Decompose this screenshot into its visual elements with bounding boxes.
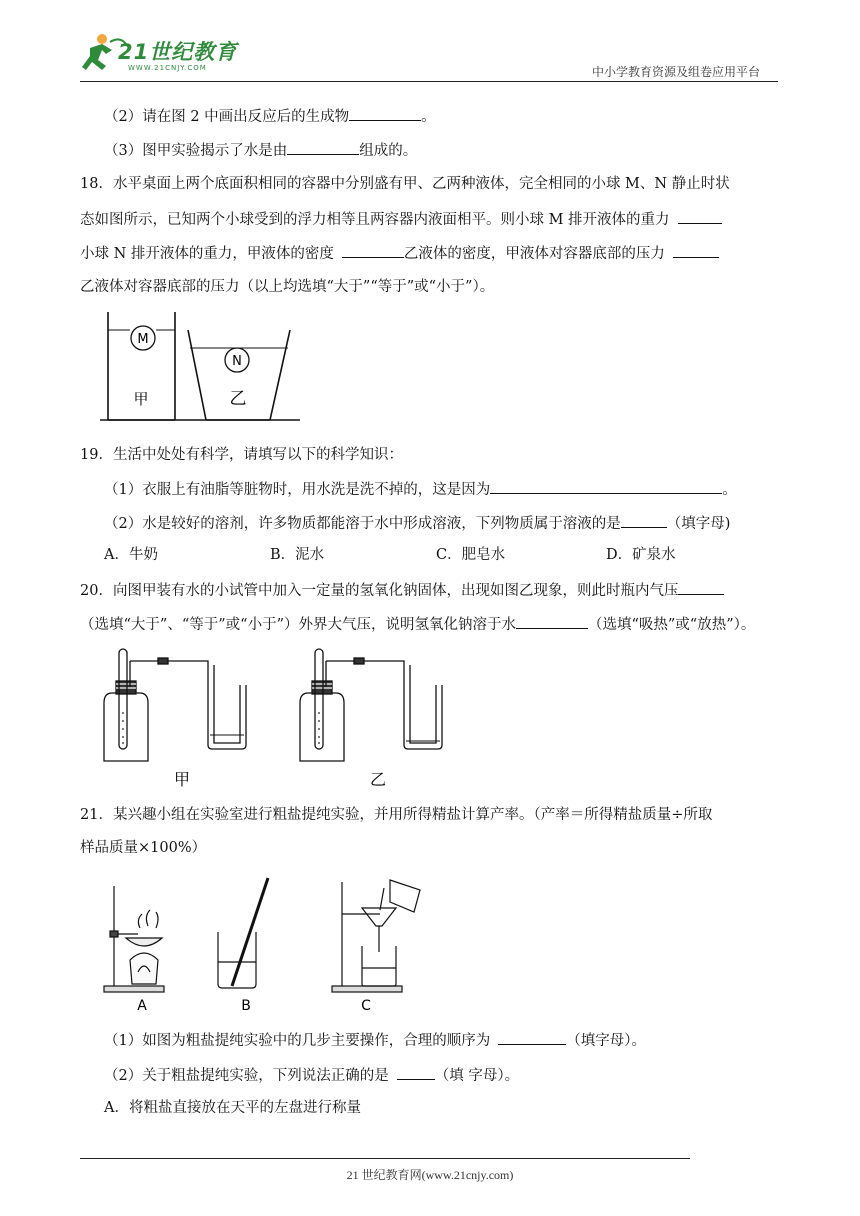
q19-part2: [104, 513, 730, 534]
ball-n-label: N: [232, 354, 242, 369]
q20-line1: [80, 580, 724, 601]
q19-part2-end: （填字母): [666, 516, 731, 532]
q19-option-d: D．矿泉水: [606, 547, 676, 563]
header-rule: [80, 81, 778, 82]
q17-part3: [104, 140, 417, 161]
fig-label-a: A: [137, 998, 147, 1014]
q21-line1: 21．某兴趣小组在实验室进行粗盐提纯实验，并用所得精盐计算产率。（产率＝所得精盐质量÷所取: [80, 807, 713, 823]
q21-option-a: A．将粗盐直接放在天平的左盘进行称量: [104, 1100, 361, 1116]
logo-sub-text: WWW.21CNJY.COM: [128, 64, 207, 72]
q18-line2: [80, 209, 722, 230]
q17-part3-text: （3）图甲实验揭示了水是由: [104, 143, 288, 159]
bottle-yi-label: 乙: [369, 770, 387, 789]
q17-part3-blank: [287, 140, 359, 155]
q19-part2-text: （2）水是较好的溶剂，许多物质都能溶于水中形成溶液，下列物质属于溶液的是: [104, 516, 621, 532]
q20-figure: [96, 643, 466, 791]
q18-blank1: [678, 209, 722, 224]
q18-line2-text: 态如图所示，已知两个小球受到的浮力相等且两容器内液面相平。则小球 M 排开液体的重力: [80, 212, 670, 228]
q21-part1: [104, 1030, 646, 1051]
q21-figure: [100, 868, 430, 1016]
q19-part2-blank: [621, 513, 667, 528]
footer-rule: [80, 1158, 690, 1159]
q19-option-c: C．肥皂水: [436, 547, 506, 563]
container-jia-label: 甲: [133, 390, 149, 408]
fig-label-b: B: [241, 998, 251, 1014]
q17-part2-text: （2）请在图 2 中画出反应后的生成物: [104, 109, 350, 125]
footer-text: 21 世纪教育网(www.21cnjy.com): [346, 1168, 514, 1182]
q19-option-b: B．泥水: [270, 547, 325, 563]
q21-part2-blank: [397, 1065, 435, 1080]
q20-blank1: [678, 580, 724, 595]
q17-part3-end: 组成的。: [359, 143, 418, 159]
container-yi-label: 乙: [229, 389, 247, 409]
q21-part2-text: （2）关于粗盐提纯实验，下列说法正确的是: [104, 1068, 389, 1084]
q21-part2: [104, 1065, 519, 1086]
q18-blank2: [342, 243, 404, 258]
q18-line1: 18．水平桌面上两个底面积相同的容器中分别盛有甲、乙两种液体，完全相同的小球 M、N 静止时状: [80, 176, 730, 192]
q21-line2: 样品质量×100%）: [80, 840, 207, 856]
bottle-jia-label: 甲: [173, 770, 191, 789]
q20-line2-text-a: （选填“大于”、“等于”或“小于”）外界大气压，说明氢氧化钠溶于水: [80, 617, 516, 633]
q17-part2-blank: [349, 106, 421, 121]
q21-part1-blank: [498, 1030, 566, 1045]
q20-line2: [80, 614, 755, 635]
q21-part2-end: （填 字母）。: [434, 1068, 520, 1084]
q19-part1-blank: [490, 479, 722, 494]
q18-figure: [100, 310, 300, 426]
q18-line3-text-a: 小球 N 排开液体的重力，甲液体的密度: [80, 246, 334, 262]
q19-part1: [104, 479, 737, 500]
q18-line3-text-b: 乙液体的密度，甲液体对容器底部的压力: [403, 246, 665, 262]
q18-line3: [80, 243, 719, 264]
q19-option-a: A．牛奶: [104, 547, 158, 563]
ball-m-label: M: [137, 332, 149, 347]
q18-line4: 乙液体对容器底部的压力（以上均选填“大于”“等于”或“小于”）。: [80, 279, 495, 295]
platform-title: 中小学教育资源及组卷应用平台: [592, 65, 761, 79]
q20-blank2: [516, 614, 588, 629]
q18-blank3: [673, 243, 719, 258]
q19-line1: 19．生活中处处有科学，请填写以下的科学知识：: [80, 447, 403, 463]
logo-main-text: 21世纪教育: [118, 40, 238, 64]
q21-part1-end: （填字母）。: [566, 1033, 646, 1049]
q17-part2: [104, 106, 436, 127]
q19-part1-end: 。: [722, 482, 737, 498]
q20-line1-text: 20．向图甲装有水的小试管中加入一定量的氢氧化钠固体，出现如图乙现象，则此时瓶内气压: [80, 583, 679, 599]
q17-part2-end: 。: [421, 109, 436, 125]
q19-part1-text: （1）衣服上有油脂等脏物时，用水洗是洗不掉的，这是因为: [104, 482, 491, 498]
q21-part1-text: （1）如图为粗盐提纯实验中的几步主要操作，合理的顺序为: [104, 1033, 491, 1049]
q20-line2-text-b: （选填“吸热”或“放热”）。: [587, 617, 756, 633]
fig-label-c: C: [361, 998, 371, 1014]
